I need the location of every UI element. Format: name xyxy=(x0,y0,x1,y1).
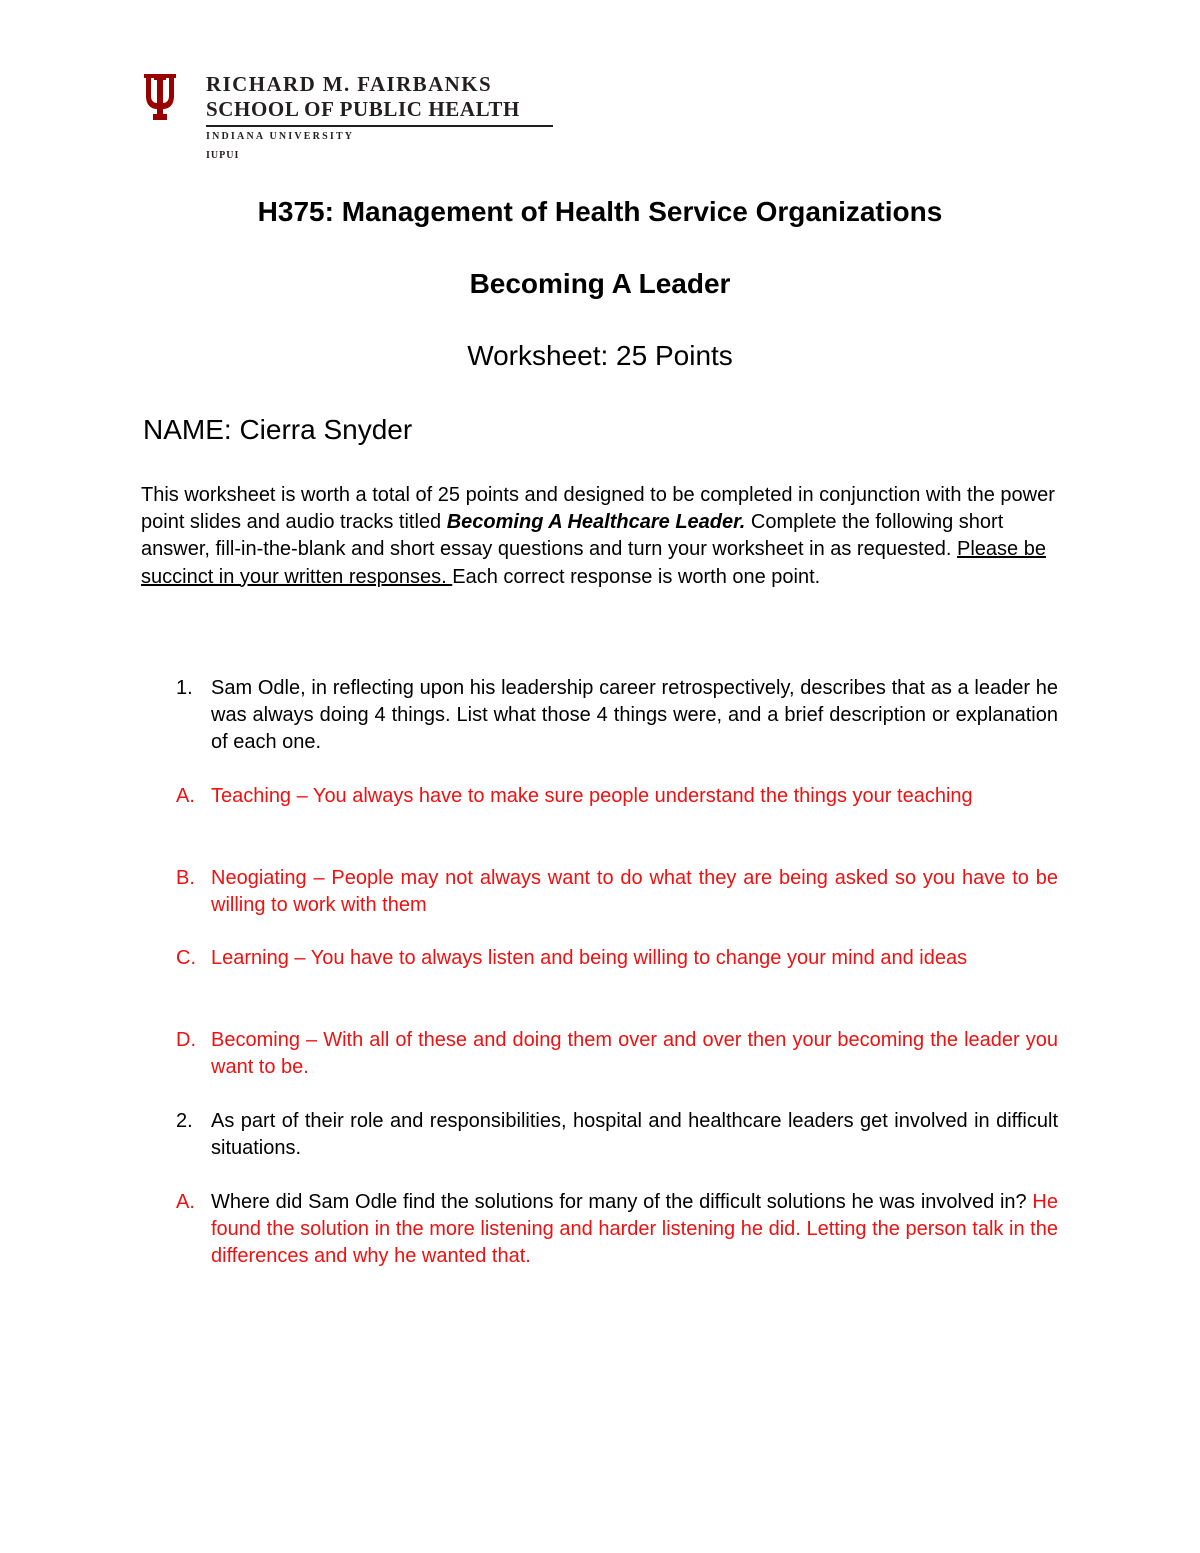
iu-trident-icon xyxy=(140,72,180,122)
question-text: As part of their role and responsibilities, hospital and healthcare leaders get involved in difficult situations. xyxy=(211,1110,1058,1160)
worksheet-points: Worksheet: 25 Points xyxy=(467,340,733,371)
question-number: 2. xyxy=(176,1110,193,1132)
campus-name: IUPUI xyxy=(206,150,240,161)
answer-text: Becoming – With all of these and doing them over and over then your becoming the leader you want to be. xyxy=(211,1029,1058,1079)
intro-text-3: Each correct response is worth one point. xyxy=(452,565,821,588)
sub-question-text: Where did Sam Odle find the solutions for many of the difficult solutions he was involved in? xyxy=(211,1191,1033,1213)
sub-question-answer: He found the solution in the more listening and harder listening he did. Letting the person talk in the differences and why he wanted that. xyxy=(211,1191,1058,1268)
answer-a xyxy=(176,783,1058,810)
answer-marker: D. xyxy=(176,1029,196,1051)
question-text: Sam Odle, in reflecting upon his leadership career retrospectively, describes that as a leader he was always doing 4 things. List what those 4 things were, and a brief description or explanation of each one. xyxy=(211,677,1058,754)
question-2 xyxy=(176,1108,1058,1162)
question-2-sub-a xyxy=(176,1189,1058,1271)
answer-text: Learning – You have to always listen and being willing to change your mind and ideas xyxy=(211,947,968,969)
answer-text: Neogiating – People may not always want to do what they are being asked so you have to be willing to work with them xyxy=(211,867,1058,917)
answer-text: Teaching – You always have to make sure people understand the things your teaching xyxy=(211,785,973,807)
sub-question-marker: A. xyxy=(176,1191,195,1213)
intro-text-1: This worksheet is worth a total of 25 points and designed to be completed in conjunction with the power point slides and audio tracks titled xyxy=(141,484,1055,534)
answer-b xyxy=(176,865,1058,919)
answer-marker: B. xyxy=(176,867,195,889)
answer-c xyxy=(176,945,1058,972)
student-name: NAME: Cierra Snyder xyxy=(143,414,413,445)
answer-marker: C. xyxy=(176,947,196,969)
question-1 xyxy=(176,675,1058,757)
answer-marker: A. xyxy=(176,785,195,807)
answer-d xyxy=(176,1027,1058,1081)
course-title: H375: Management of Health Service Organizations xyxy=(257,196,943,227)
intro-text-2: Complete the following short answer, fill-in-the-blank and short essay questions and turn your worksheet in as requested. xyxy=(141,511,1004,561)
school-name-line1: RICHARD M. FAIRBANKS xyxy=(206,72,493,96)
question-number: 1. xyxy=(176,677,193,699)
intro-paragraph xyxy=(141,482,1061,591)
worksheet-subtitle: Becoming A Leader xyxy=(469,268,731,299)
sub-question-body xyxy=(211,1189,1058,1271)
intro-title-emphasis: Becoming A Healthcare Leader. xyxy=(446,511,746,534)
school-name-line2: SCHOOL OF PUBLIC HEALTH xyxy=(206,97,520,121)
logo-divider xyxy=(206,125,553,127)
university-name: INDIANA UNIVERSITY xyxy=(206,131,355,142)
intro-underlined: Please be succinct in your written responses. xyxy=(141,538,1046,588)
